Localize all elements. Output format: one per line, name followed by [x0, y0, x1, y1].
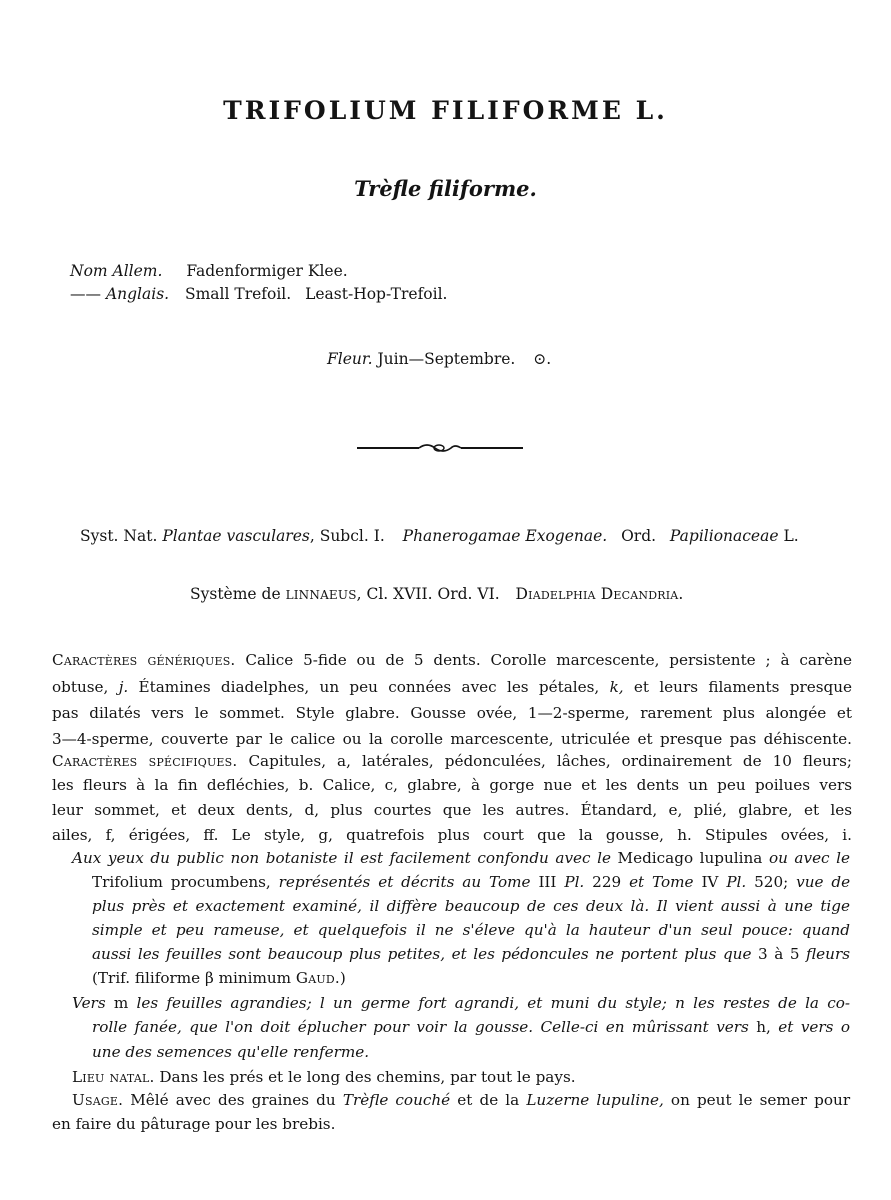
syst-plantae: Plantae vasculares — [162, 527, 310, 545]
linnaeus-prefix: Système de — [190, 585, 281, 603]
linnaeus-cl: , Cl. XVII. Ord. VI. — [356, 585, 500, 603]
usage-text-1b: Trèfle couché — [342, 1091, 451, 1109]
aux-yeux-text-2f: et Tome — [629, 873, 694, 891]
generiques-label: Caractères génériques. — [52, 651, 236, 669]
vers-text-3: une des semences qu'elle renferme. — [92, 1043, 370, 1061]
aux-yeux-text-5b: 3 à 5 — [758, 945, 800, 963]
generiques-text-2c: Étamines diadelphes, un peu connées avec les pétales, — [138, 678, 600, 696]
vers-line-1 — [72, 994, 850, 1012]
aux-yeux-text-2i: 520; — [754, 873, 789, 891]
nom-allem-value: Fadenformiger Klee. — [186, 262, 348, 280]
aux-yeux-text-3: plus près et exactement examiné, il diffère beaucoup de ces deux là. Il vient aussi à une tige — [92, 897, 850, 915]
linnaeus-name: LINNAEUS — [285, 588, 357, 602]
aux-yeux-text-2e: 229 — [592, 873, 622, 891]
vers-text-2a: rolle fanée, que l'on doit éplucher pour voir la gousse. Celle-ci en mûrissant vers — [92, 1018, 749, 1036]
aux-yeux-text-6b: Gaud.) — [295, 969, 347, 987]
aux-yeux-text-2h: Pl. — [726, 873, 747, 891]
syst-nat-line — [80, 527, 799, 545]
generiques-line-2 — [52, 678, 852, 696]
aux-yeux-text-6a: (Trif. filiforme β minimum — [92, 969, 292, 987]
syst-subcl: , Subcl. I. — [309, 527, 385, 545]
aux-yeux-text-1c: ou avec le — [768, 849, 850, 867]
generiques-text-1: Calice 5-fide ou de 5 dents. Corolle marcescente, persistente ; à carène — [245, 651, 852, 669]
annual-symbol: ⊙. — [533, 350, 552, 368]
anglais-dash: —— — [70, 285, 101, 303]
page-title: TRIFOLIUM FILIFORME L. — [223, 96, 668, 125]
ornamental-divider — [355, 438, 525, 458]
usage-label: Usage. — [72, 1091, 124, 1109]
aux-yeux-text-1a: Aux yeux du public non botaniste il est facilement confondu avec le — [72, 849, 611, 867]
lieu-natal-line — [72, 1068, 872, 1086]
generiques-text-2a: obtuse, — [52, 678, 109, 696]
aux-yeux-text-4: simple et peu rameuse, et quelquefois il ne s'éleve qu'à la hauteur d'un seul pouce: quand — [92, 921, 850, 939]
linnaeus-line — [190, 585, 684, 603]
generiques-text-2e: et leurs filaments presque — [633, 678, 852, 696]
specifiques-line-1 — [52, 752, 852, 770]
aux-yeux-text-1b: Medicago lupulina — [617, 849, 763, 867]
generiques-line-1 — [52, 651, 852, 669]
anglais-value-1: Small Trefoil. — [184, 285, 292, 303]
usage-line-2: en faire du pâturage pour les brebis. — [52, 1115, 336, 1133]
nom-allem-label: Nom Allem. — [70, 262, 163, 280]
vers-text-1b: m — [113, 994, 129, 1012]
vers-text-2b: h, — [756, 1018, 771, 1036]
generiques-text-2d: k, — [609, 678, 624, 696]
linnaeus-class: Diadelphia Decandria. — [515, 585, 684, 603]
vers-text-2c: et vers o — [778, 1018, 851, 1036]
vers-text-1a: Vers — [72, 994, 106, 1012]
page-subtitle: Trèfle filiforme. — [354, 176, 537, 201]
aux-yeux-line-2 — [92, 873, 850, 891]
generiques-text-2b: j. — [118, 678, 129, 696]
specifiques-line-4: ailes, f, érigées, ff. Le style, g, quatrefois plus court que la gousse, h. Stipules ovées, i. — [52, 826, 852, 844]
nom-allem-line — [70, 262, 348, 280]
fleur-value: Juin—Septembre. — [377, 350, 516, 368]
fleur-line — [327, 350, 551, 368]
syst-nat-prefix: Syst. Nat. — [80, 527, 158, 545]
aux-yeux-text-2b: représentés et décrits au Tome — [278, 873, 531, 891]
lieu-natal-label: Lieu natal. — [72, 1068, 155, 1086]
aux-yeux-line-5 — [92, 945, 850, 963]
aux-yeux-text-2j: vue de — [796, 873, 851, 891]
syst-ord: Ord. — [621, 527, 657, 545]
aux-yeux-line-3 — [92, 897, 850, 915]
fleur-label: Fleur. — [327, 350, 373, 368]
anglais-line — [70, 285, 447, 303]
lieu-natal-text: Dans les prés et le long des chemins, par tout le pays. — [159, 1068, 576, 1086]
usage-line-1 — [72, 1091, 850, 1109]
specifiques-label: Caractères spécifiques. — [52, 752, 238, 770]
syst-papil: Papilionaceae — [669, 527, 779, 545]
aux-yeux-line-6 — [92, 969, 891, 987]
syst-l: L. — [783, 527, 799, 545]
aux-yeux-text-2a: Trifolium procumbens, — [92, 873, 271, 891]
specifiques-line-3: leur sommet, et deux dents, d, plus courtes que les autres. Étandard, e, plié, glabre, et les — [52, 801, 852, 819]
usage-text-1c: et de la — [457, 1091, 520, 1109]
specifiques-line-2: les fleurs à la fin defléchies, b. Calice, c, glabre, à gorge nue et les dents un peu poilues vers — [52, 776, 852, 794]
generiques-line-3: pas dilatés vers le sommet. Style glabre. Gousse ovée, 1—2-sperme, rarement plus alongée et — [52, 704, 852, 722]
usage-text-1d: Luzerne lupuline, — [526, 1091, 664, 1109]
vers-text-1c: les feuilles agrandies; l un germe fort agrandi, et muni du style; n les restes de la co- — [136, 994, 850, 1012]
anglais-value-2: Least-Hop-Trefoil. — [305, 285, 448, 303]
generiques-line-4: 3—4-sperme, couverte par le calice ou la corolle marcescente, utriculée et presque pas déhiscente. — [52, 730, 852, 748]
aux-yeux-text-2d: Pl. — [564, 873, 585, 891]
aux-yeux-text-5a: aussi les feuilles sont beaucoup plus petites, et les pédoncules ne portent plus que — [92, 945, 752, 963]
usage-text-1a: Mêlé avec des graines du — [130, 1091, 336, 1109]
aux-yeux-text-2g: IV — [701, 873, 719, 891]
vers-line-2 — [92, 1018, 850, 1036]
usage-text-1e: on peut le semer pour — [670, 1091, 851, 1109]
anglais-label: Anglais. — [105, 285, 170, 303]
aux-yeux-line-4 — [92, 921, 850, 939]
aux-yeux-text-2c: III — [538, 873, 557, 891]
aux-yeux-text-5c: fleurs — [806, 945, 851, 963]
specifiques-text-1: Capitules, a, latérales, pédonculées, lâches, ordinairement de 10 fleurs; — [248, 752, 852, 770]
syst-phanero: Phanerogamae Exogenae. — [402, 527, 608, 545]
aux-yeux-line-1 — [72, 849, 850, 867]
vers-line-3 — [92, 1043, 891, 1061]
